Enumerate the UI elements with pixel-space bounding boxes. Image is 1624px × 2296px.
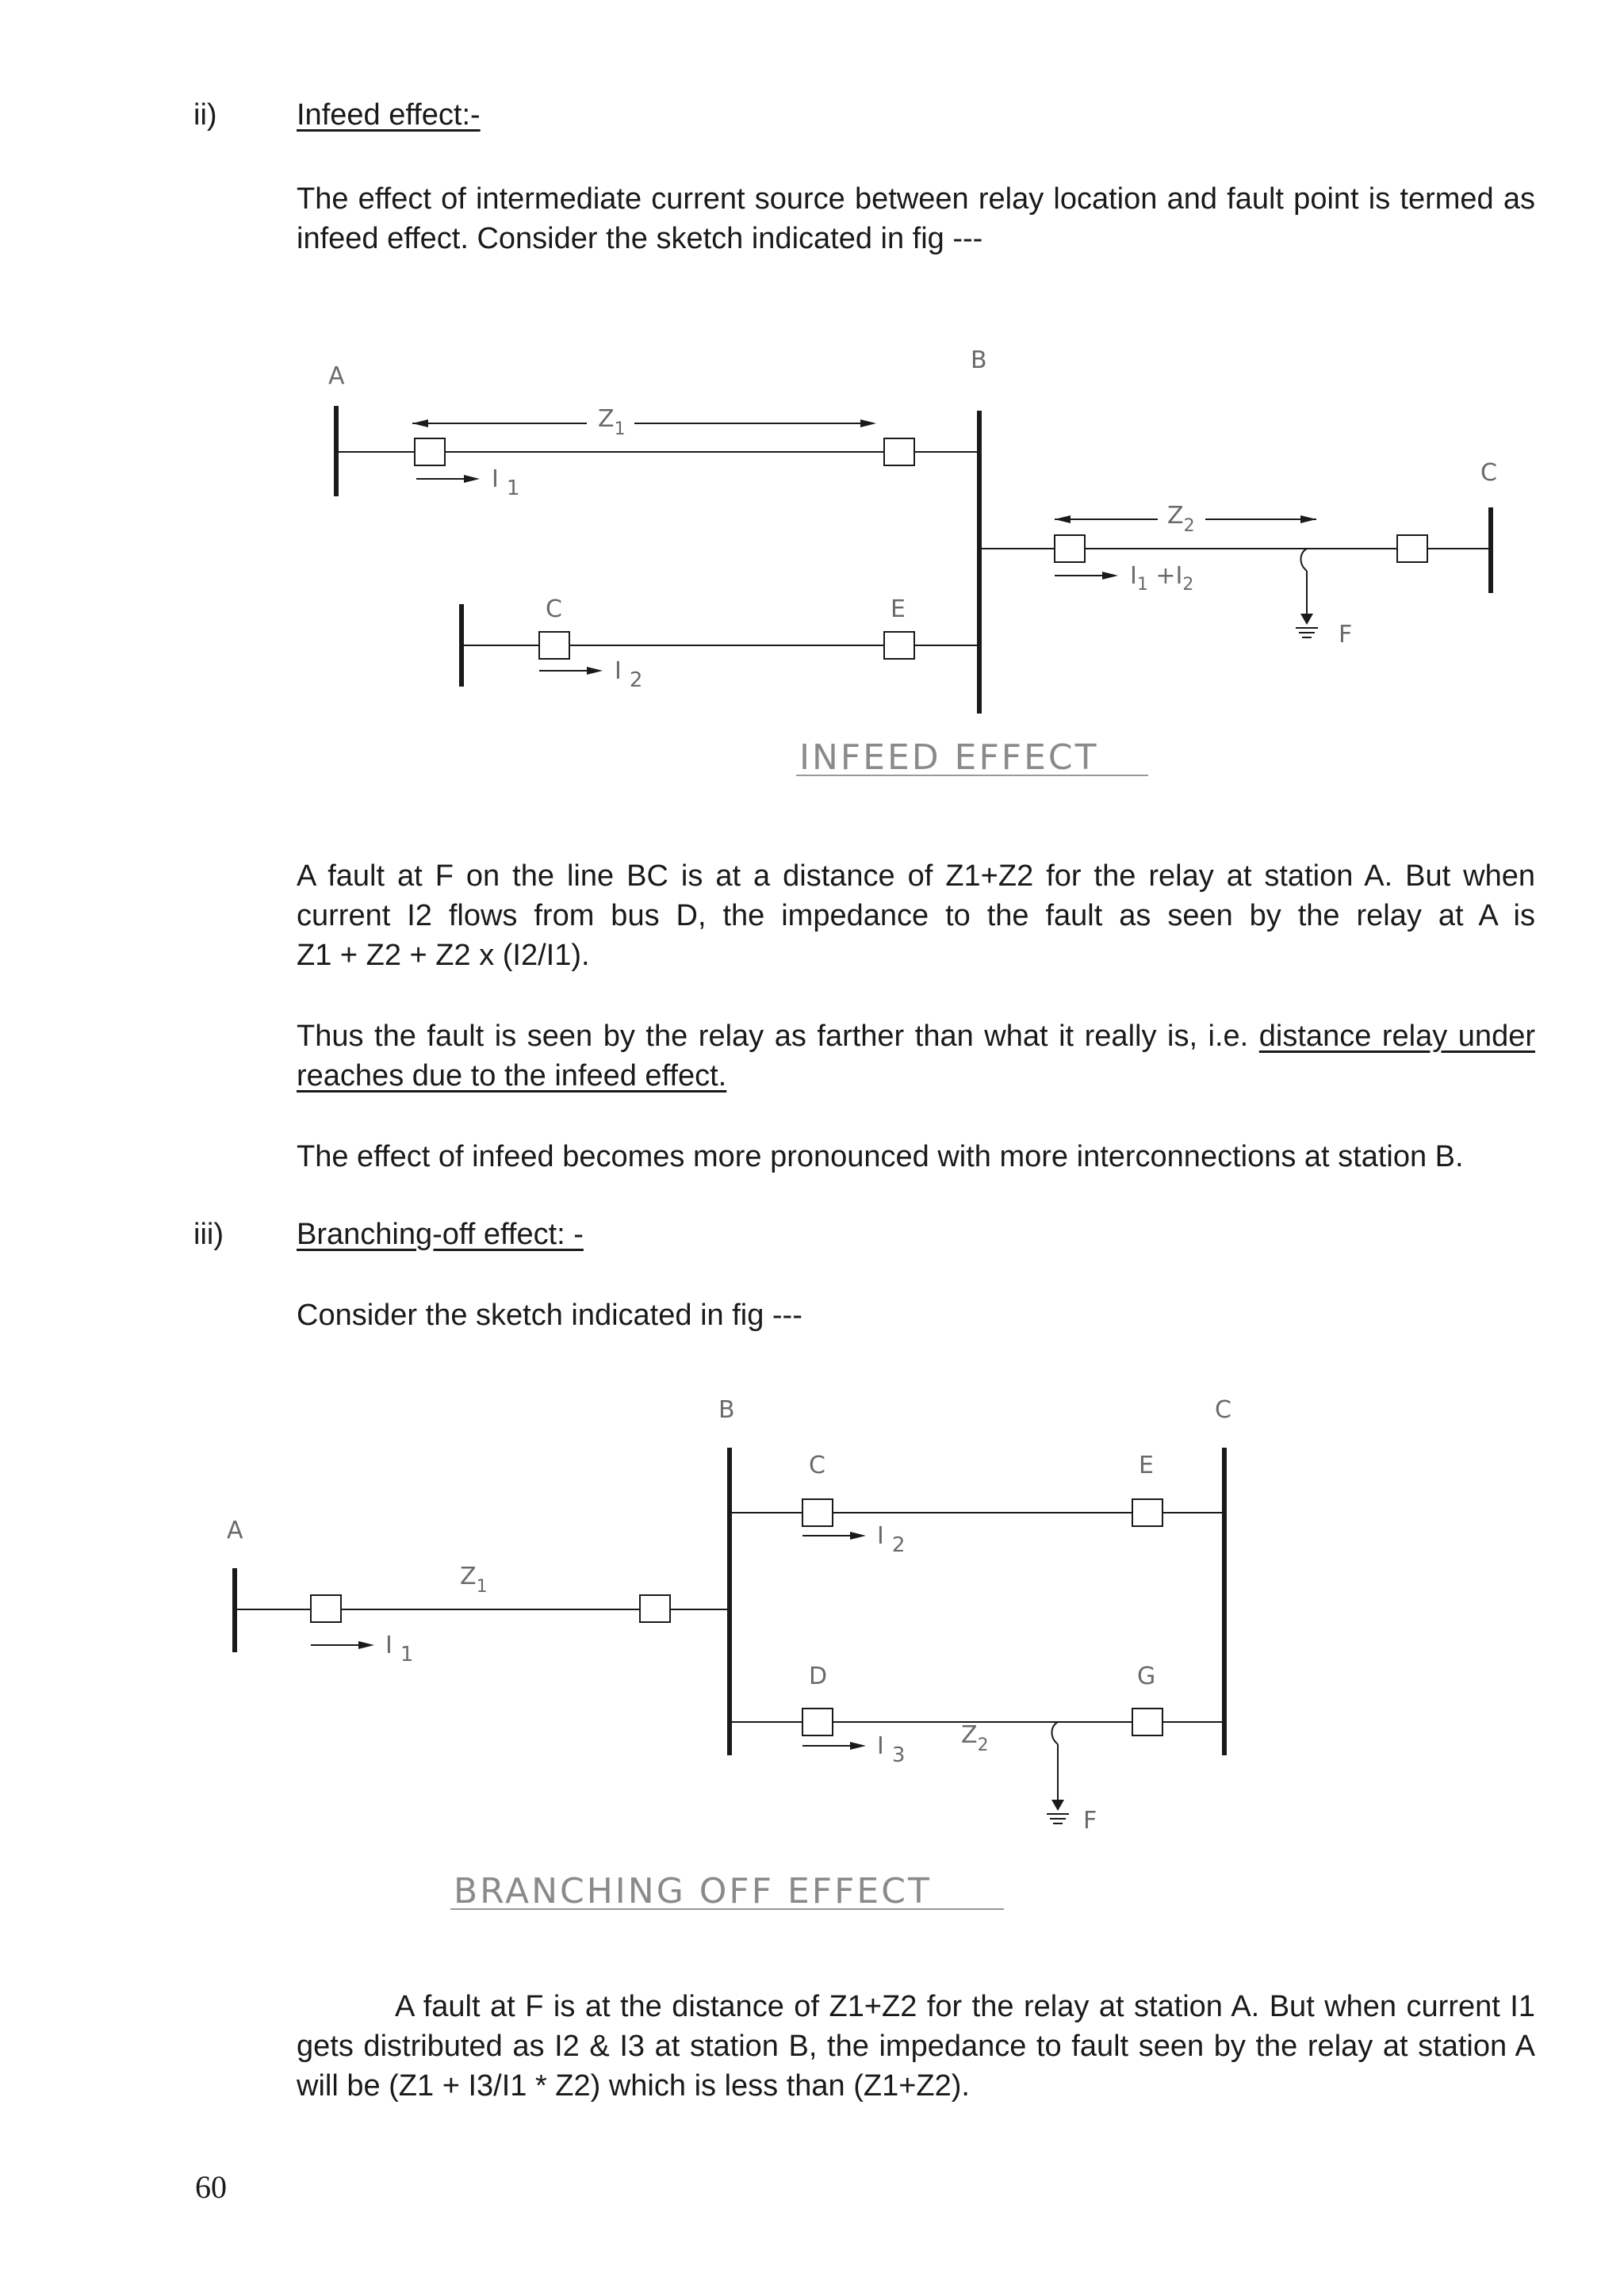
bus-b-label: B xyxy=(718,1396,735,1424)
branching-off-effect-diagram xyxy=(214,1380,1324,1927)
bus-c-label: C xyxy=(1215,1396,1231,1424)
breaker-node-e xyxy=(1132,1499,1162,1526)
section-ii-heading: Infeed effect:- xyxy=(297,98,481,132)
node-e-label: E xyxy=(1139,1452,1154,1479)
bus-b-label: B xyxy=(971,346,987,374)
i1-label: I 1 xyxy=(385,1632,414,1667)
node-g-label: G xyxy=(1137,1663,1156,1690)
breaker-node-d xyxy=(802,1709,833,1735)
infeed-paragraph-1: A fault at F on the line BC is at a distance of Z1+Z2 for the relay at station A. But when current I2 flows from bus D, the impedance to the fault as seen by the relay at A is Z1 + Z2 + Z2 x (I2/I1). xyxy=(297,859,1535,972)
breaker-b xyxy=(640,1595,670,1622)
infeed-intro-paragraph: The effect of intermediate current source between relay location and fault point is termed as infeed effect. Consider the sketch indicated in fig --- xyxy=(297,182,1535,255)
bus-a-label: A xyxy=(227,1517,243,1544)
breaker-b-left xyxy=(884,438,914,465)
fault-f-label: F xyxy=(1083,1807,1097,1835)
node-c-label: C xyxy=(809,1452,825,1479)
breaker-e xyxy=(884,632,914,659)
section-iii-heading: Branching-off effect: - xyxy=(297,1218,584,1251)
bus-c-left-label: C xyxy=(546,595,562,623)
i1-label: I 1 xyxy=(492,465,520,500)
breaker-a xyxy=(415,438,445,465)
z2-label: $Z_2$ xyxy=(961,1721,989,1755)
node-d-label: D xyxy=(809,1663,828,1690)
branching-intro-paragraph: Consider the sketch indicated in fig --- xyxy=(297,1299,802,1332)
bus-a-label: A xyxy=(328,362,345,390)
infeed-paragraph-3: The effect of infeed becomes more pronounced with more interconnections at station B. xyxy=(297,1140,1464,1173)
infeed-conclusion-underlined: distance relay under reaches due to the infeed effect. xyxy=(297,1020,1535,1093)
i3-label: I 3 xyxy=(877,1732,906,1767)
i2-label: I 2 xyxy=(615,657,643,692)
breaker-c xyxy=(1397,535,1427,562)
breaker-b-right xyxy=(1055,535,1085,562)
breaker-node-g xyxy=(1132,1709,1162,1735)
fault-f-label: F xyxy=(1339,621,1353,649)
infeed-effect-diagram xyxy=(301,341,1538,801)
branching-paragraph-1: A fault at F is at the distance of Z1+Z2 for the relay at station A. But when current I1 gets distributed as I2 & I3 at station B, the impedance to fault seen by the relay at station A will be (Z1 + I3/I1 * Z2) which is less than (Z1+Z2). xyxy=(297,1990,1535,2103)
section-ii-marker: ii) xyxy=(193,98,217,132)
z1-label: $Z_1$ xyxy=(598,405,626,439)
section-iii-marker: iii) xyxy=(193,1218,224,1251)
bus-c-right-label: C xyxy=(1480,459,1497,487)
infeed-effect-caption: INFEED EFFECT xyxy=(799,737,1099,778)
z1-label: $Z_1$ xyxy=(460,1563,488,1597)
breaker-node-c xyxy=(802,1499,833,1526)
bus-e-label: E xyxy=(891,595,906,623)
i2-label: I 2 xyxy=(877,1522,906,1557)
branching-off-effect-caption: BRANCHING OFF EFFECT xyxy=(454,1871,932,1911)
z2-label: $Z_2$ xyxy=(1167,502,1195,536)
page-number: 60 xyxy=(195,2169,227,2205)
infeed-paragraph-2: Thus the fault is seen by the relay as farther than what it really is, i.e. distance relay under reaches due to the infeed effect. xyxy=(297,1020,1535,1093)
breaker-a xyxy=(311,1595,341,1622)
i1-plus-i2-label: $I_1 +I_2$ xyxy=(1130,562,1194,595)
breaker-c-left xyxy=(539,632,569,659)
